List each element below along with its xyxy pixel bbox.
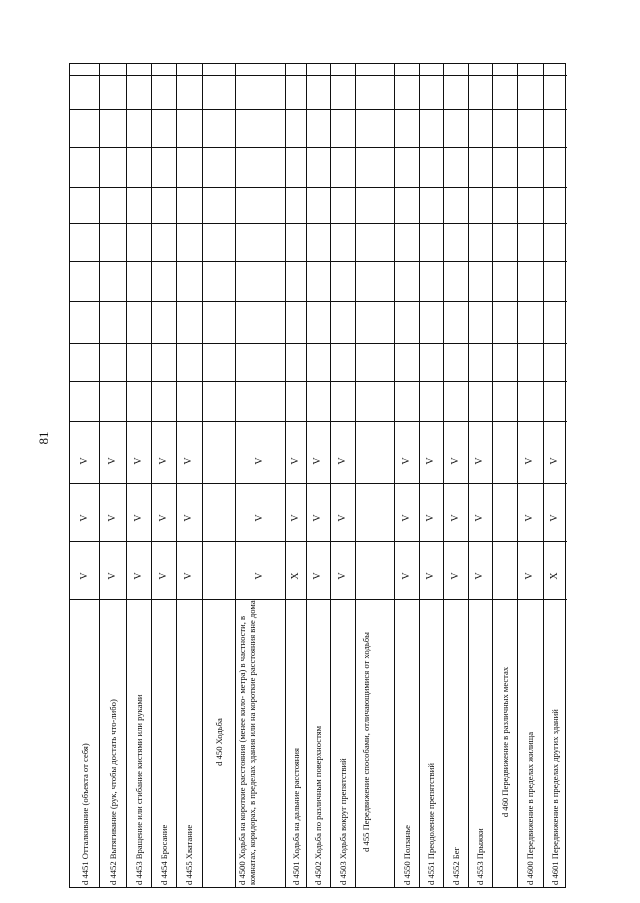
row-label: d 4501 Ходьба на дальние расстояния (290, 748, 301, 885)
grid-line (70, 343, 567, 344)
row-label: d 4553 Прыжки (475, 828, 485, 885)
check-mark: V (336, 514, 348, 522)
section-heading: d 450 Ходьба (213, 718, 224, 766)
check-mark: V (449, 457, 461, 465)
row-label: d 4552 Бег (450, 846, 461, 885)
check-mark: V (425, 572, 436, 580)
check-mark: V (183, 572, 194, 580)
check-mark: V (106, 572, 118, 580)
row-label: d 4455 Хватание (184, 824, 194, 885)
check-mark: V (254, 572, 265, 580)
cross-mark: X (549, 572, 560, 580)
page-number: 81 (36, 431, 51, 445)
row-label: d 4452 Вытягивание (рук, чтобы достать что-либо) (107, 699, 118, 885)
row-label: d 4601 Передвижение в пределах других зданий (550, 709, 560, 885)
grid-line (70, 261, 567, 262)
check-mark: V (78, 457, 90, 465)
check-mark: V (289, 514, 301, 522)
grid-line (70, 109, 567, 110)
row-label: d 4503 Ходьба вокруг препятствий (337, 758, 348, 885)
grid-line (70, 301, 567, 302)
check-mark: V (549, 514, 560, 522)
check-mark: V (254, 457, 265, 465)
check-mark: V (400, 457, 412, 465)
check-mark: V (157, 514, 169, 522)
column-divider (70, 541, 567, 542)
check-mark: V (474, 572, 485, 580)
check-mark: V (474, 514, 485, 522)
check-mark: V (474, 457, 485, 465)
check-mark: V (312, 572, 323, 580)
check-mark: V (106, 514, 118, 522)
check-mark: V (183, 514, 194, 522)
grid-line (70, 381, 567, 382)
check-mark: V (157, 457, 169, 465)
check-mark: V (449, 572, 461, 580)
row-label: d 4454 Бросание (158, 824, 169, 885)
check-mark: V (78, 572, 90, 580)
check-mark: V (312, 514, 323, 522)
check-mark: V (336, 572, 348, 580)
section-heading: d 460 Передвижение в различных местах (499, 666, 510, 818)
check-mark: V (400, 572, 412, 580)
check-mark: V (157, 572, 169, 580)
check-mark: V (549, 457, 560, 465)
row-label: d 4600 Передвижение в пределах жилища (525, 731, 535, 885)
grid-line (70, 187, 567, 188)
check-mark: V (132, 457, 144, 465)
row-label: d 4451 Отталкивание (объекта от себя) (79, 743, 90, 885)
check-mark: V (425, 457, 436, 465)
grid-line (70, 75, 567, 76)
cross-mark: X (289, 572, 301, 580)
check-mark: V (425, 514, 436, 522)
check-mark: V (106, 457, 118, 465)
check-mark: V (132, 572, 144, 580)
check-mark: V (254, 514, 265, 522)
check-mark: V (524, 572, 535, 580)
check-mark: V (524, 514, 535, 522)
section-heading: d 455 Передвижение способами, отличающимися от ходьбы (361, 632, 371, 852)
check-mark: V (312, 457, 323, 465)
row-label: d 4500 Ходьба на короткие расстояния (менее кило- метра) в частности, в комнатах, коридорах, в пределах здания или на короткие расстояния вне дома (237, 600, 257, 885)
grid-line (70, 147, 567, 148)
check-mark: V (336, 457, 348, 465)
assessment-table (69, 63, 566, 888)
check-mark: V (524, 457, 535, 465)
check-mark: V (183, 457, 194, 465)
column-divider (70, 483, 567, 484)
check-mark: V (449, 514, 461, 522)
check-mark: V (400, 514, 412, 522)
row-label: d 4453 Вращение или сгибание кистями или руками (133, 694, 144, 885)
check-mark: V (78, 514, 90, 522)
column-divider (70, 421, 567, 422)
row-label: d 4551 Преодоление препятствий (426, 763, 436, 885)
grid-line (70, 223, 567, 224)
check-mark: V (289, 457, 301, 465)
row-label: d 4550 Ползанье (401, 824, 412, 885)
row-label: d 4502 Ходьба по различным поверхностям (313, 725, 323, 885)
check-mark: V (132, 514, 144, 522)
